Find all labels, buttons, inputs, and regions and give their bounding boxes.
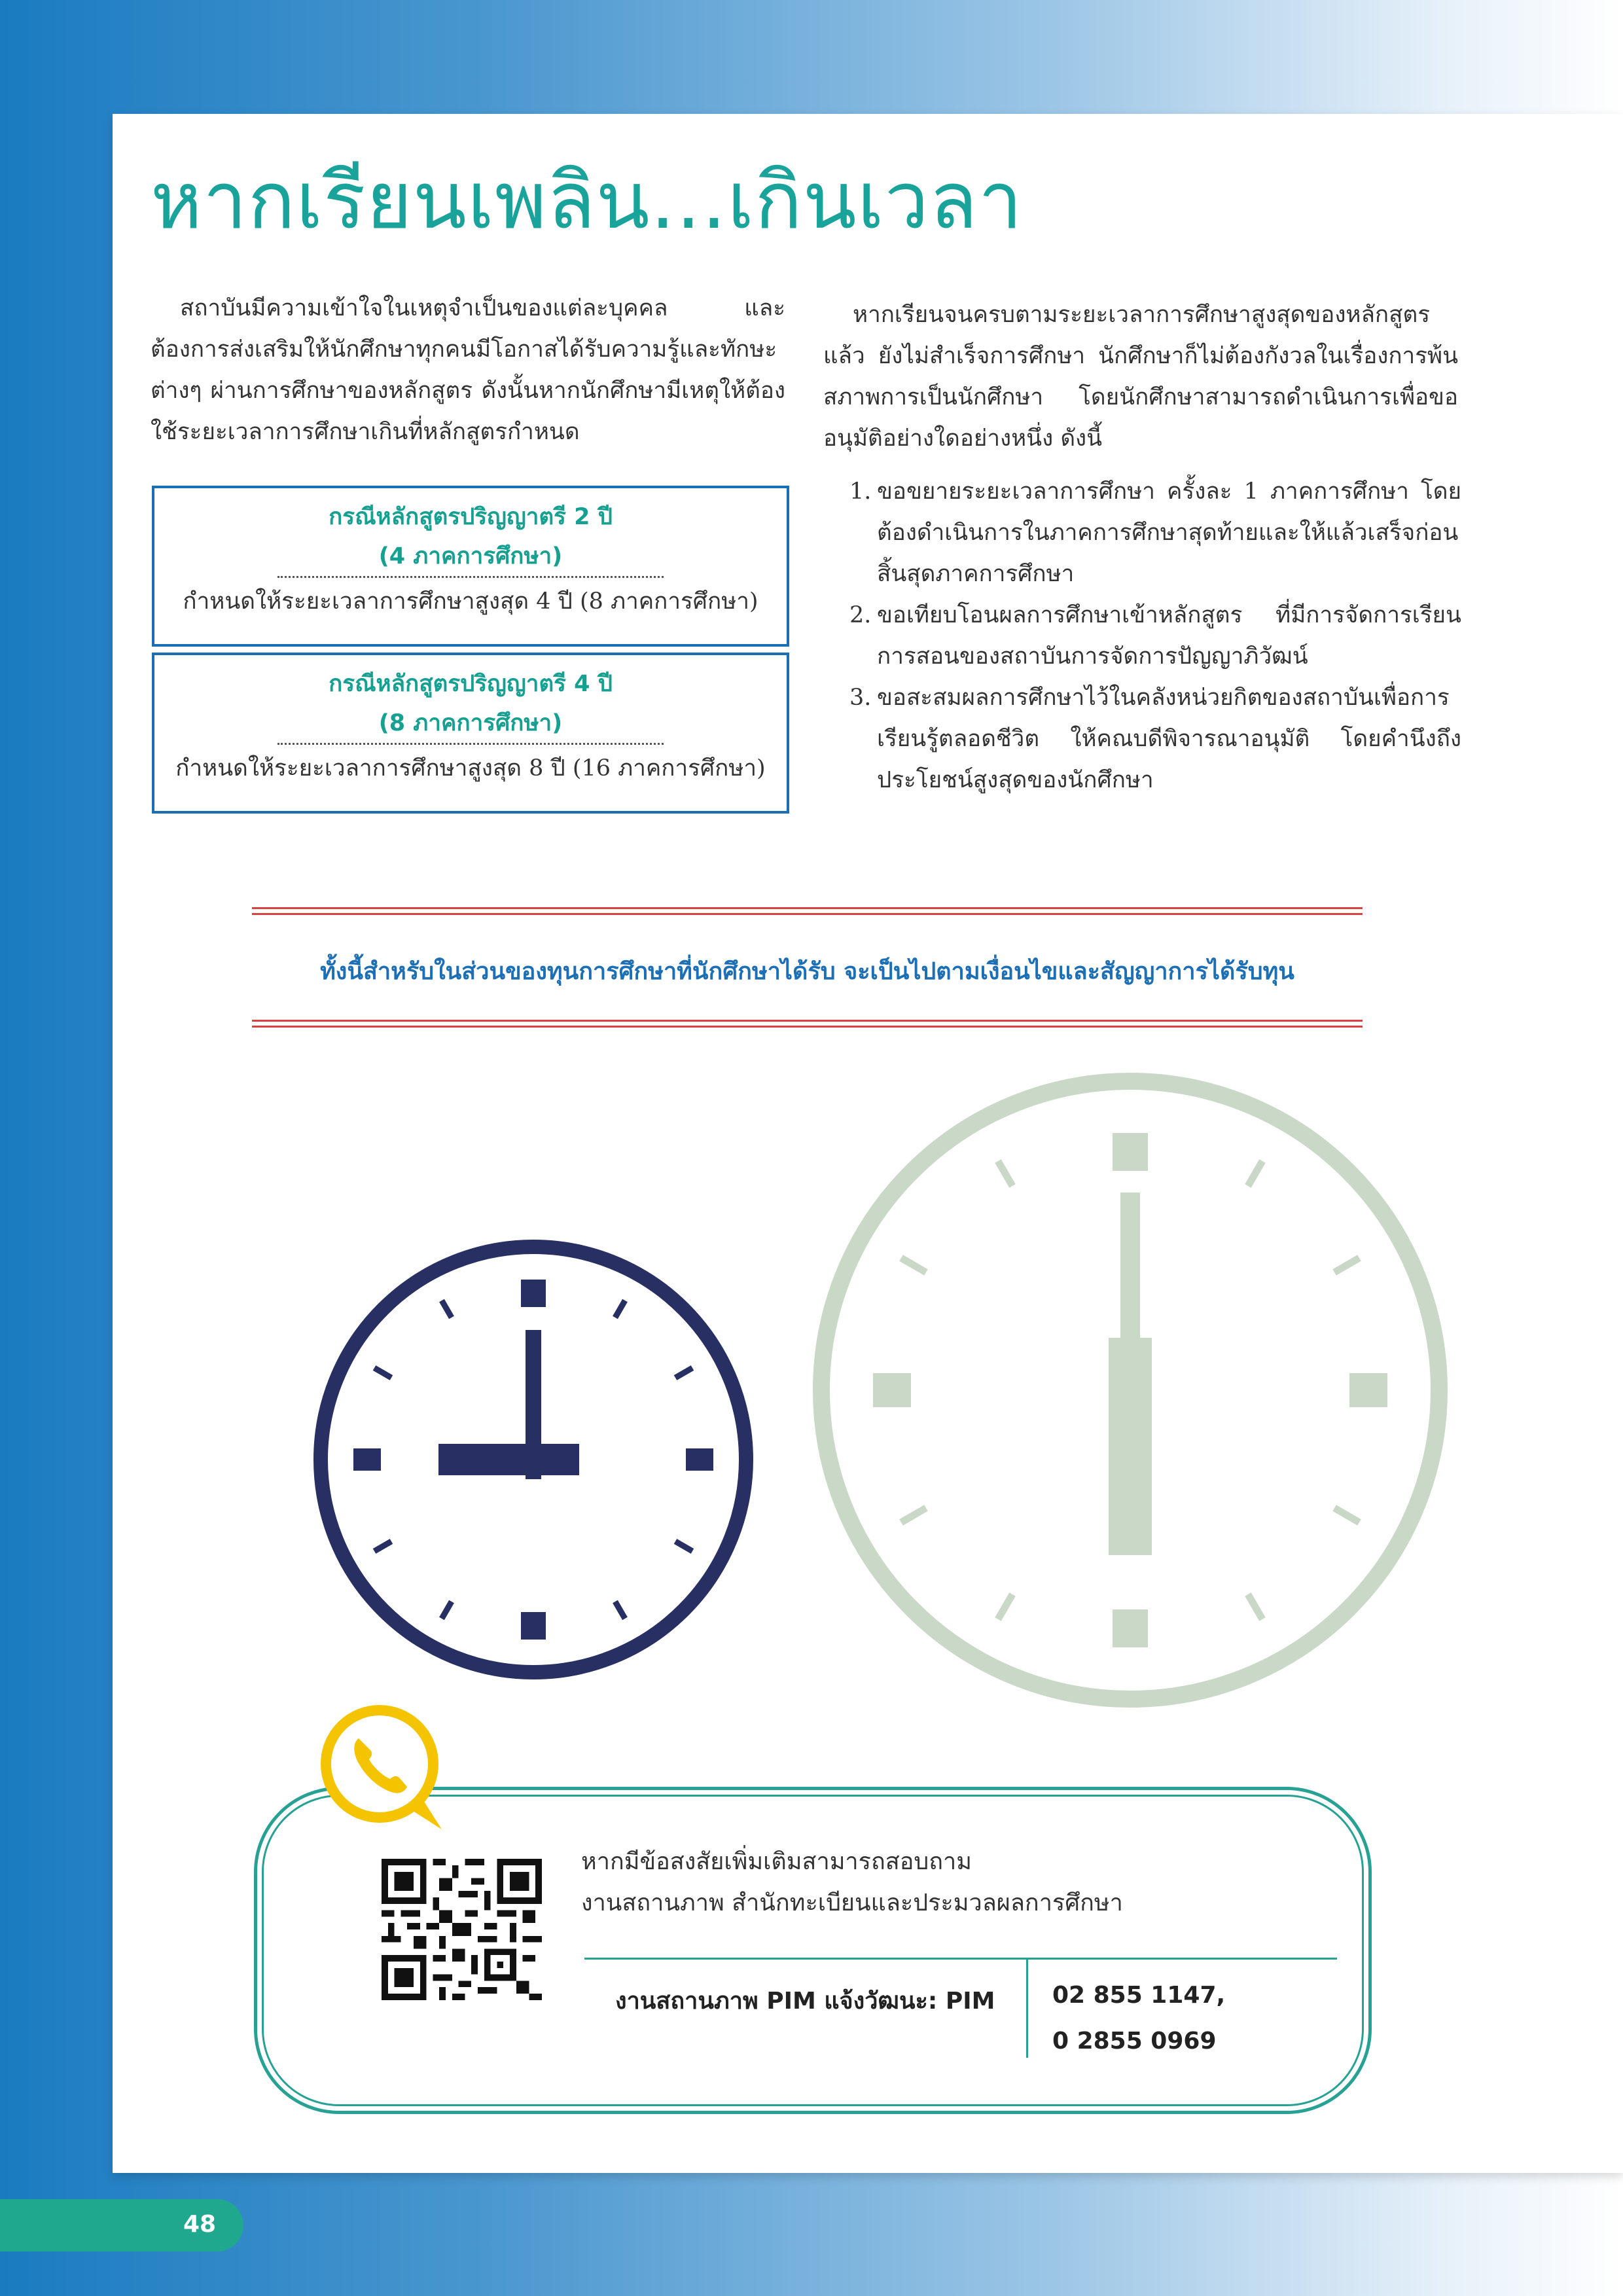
contact-office-name: งานสถานภาพ PIM แจ้งวัฒนะ: PIM bbox=[615, 1988, 995, 2015]
clock-icon bbox=[821, 1081, 1439, 1699]
list-item bbox=[849, 471, 1461, 595]
contact-divider bbox=[584, 1958, 1337, 1960]
qr-code bbox=[382, 1857, 542, 2001]
list-item bbox=[849, 595, 1461, 677]
case-heading: กรณีหลักสูตรปริญญาตรี 2 ปี bbox=[329, 504, 613, 530]
list-text: ขอเทียบโอนผลการศึกษาเข้าหลักสูตร ที่มีการจัดการเรียนการสอนของสถาบันการจัดการปัญญาภิวัฒน์ bbox=[877, 602, 1461, 670]
options-intro-paragraph: หากเรียนจนครบตามระยะเวลาการศึกษาสูงสุดของหลักสูตรแล้ว ยังไม่สำเร็จการศึกษา นักศึกษาก็ไม่ต้องกังวลในเรื่องการพ้นสภาพการเป็นนักศึกษา โดยนักศึกษาสามารถดำเนินการเพื่อขออนุมัติอย่างใดอย่างหนึ่ง ดังนี้ bbox=[823, 302, 1458, 452]
dotted-divider bbox=[277, 576, 664, 578]
note-bottom-rule bbox=[252, 1020, 1363, 1028]
page-number: 48 bbox=[183, 2211, 217, 2238]
list-number: 1. bbox=[849, 478, 872, 505]
contact-phone-2[interactable]: 0 2855 0969 bbox=[1052, 2028, 1217, 2054]
contact-phone-1[interactable]: 02 855 1147, bbox=[1052, 1982, 1226, 2009]
list-number: 3. bbox=[849, 685, 872, 711]
clock-illustration bbox=[308, 1067, 1486, 1721]
clock-icon bbox=[321, 1247, 746, 1672]
list-text: ขอสะสมผลการศึกษาไว้ในคลังหน่วยกิตของสถาบันเพื่อการเรียนรู้ตลอดชีวิต ให้คณบดีพิจารณาอนุมัติ โดยคำนึงถึงประโยชน์สูงสุดของนักศึกษา bbox=[877, 685, 1461, 793]
list-item bbox=[849, 677, 1461, 801]
page-title: หากเรียนเพลิน...เกินเวลา bbox=[151, 156, 1024, 247]
contact-line-2: งานสถานภาพ สำนักทะเบียนและประมวลผลการศึกษา bbox=[581, 1890, 1123, 1916]
contact-line-1: หากมีข้อสงสัยเพิ่มเติมสามารถสอบถาม bbox=[581, 1848, 972, 1875]
case-box-2-year bbox=[152, 486, 789, 647]
case-box-4-year bbox=[152, 653, 789, 814]
note-top-rule bbox=[252, 907, 1363, 915]
list-text: ขอขยายระยะเวลาการศึกษา ครั้งละ 1 ภาคการศึกษา โดยต้องดำเนินการในภาคการศึกษาสุดท้ายและให้แล้วเสร็จก่อนสิ้นสุดภาคการศึกษา bbox=[877, 478, 1461, 587]
case-body: กำหนดให้ระยะเวลาการศึกษาสูงสุด 4 ปี (8 ภาคการศึกษา) bbox=[183, 588, 758, 615]
case-heading: กรณีหลักสูตรปริญญาตรี 4 ปี bbox=[329, 671, 613, 697]
dotted-divider bbox=[277, 743, 664, 745]
options-list bbox=[849, 471, 1461, 801]
phone-icon bbox=[308, 1695, 452, 1839]
contact-vertical-divider bbox=[1026, 1960, 1028, 2058]
case-body: กำหนดให้ระยะเวลาการศึกษาสูงสุด 8 ปี (16 ภาคการศึกษา) bbox=[175, 755, 766, 781]
case-subheading: (8 ภาคการศึกษา) bbox=[378, 710, 563, 736]
scholarship-note: ทั้งนี้สำหรับในส่วนของทุนการศึกษาที่นักศึกษาได้รับ จะเป็นไปตามเงื่อนไขและสัญญาการได้รับทุน bbox=[320, 958, 1294, 985]
list-number: 2. bbox=[849, 602, 872, 628]
intro-paragraph: สถาบันมีความเข้าใจในเหตุจำเป็นของแต่ละบุคคล และต้องการส่งเสริมให้นักศึกษาทุกคนมีโอกาสได้รับความรู้และทักษะต่างๆ ผ่านการศึกษาของหลักสูตร ดังนั้นหากนักศึกษามีเหตุให้ต้องใช้ระยะเวลาการศึกษาเกินที่หลักสูตรกำหนด bbox=[151, 295, 785, 445]
case-subheading: (4 ภาคการศึกษา) bbox=[378, 543, 563, 569]
